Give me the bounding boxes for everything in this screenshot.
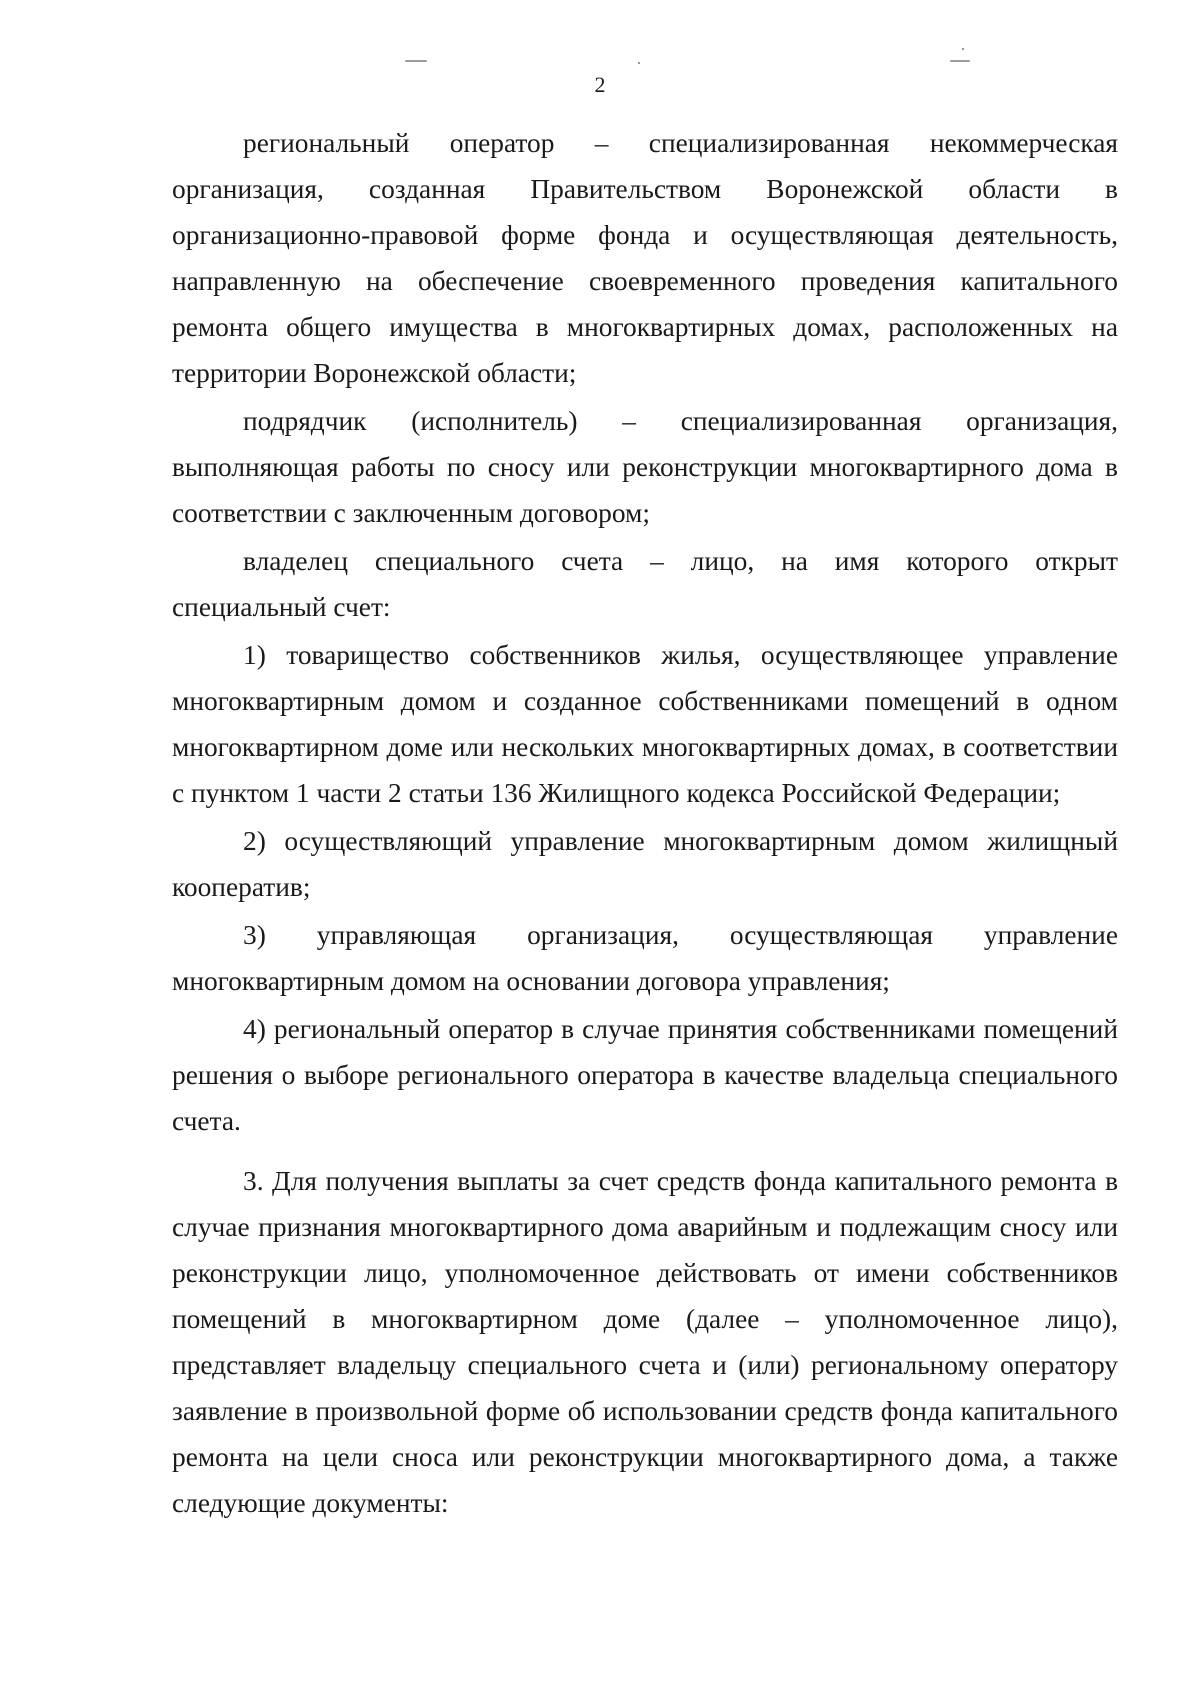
scan-artifact-center bbox=[638, 62, 640, 64]
paragraph-contractor: подрядчик (исполнитель) – специализированная организация, выполняющая работы по сносу или реконструкции многоквартирного дома в соответствии с заключенным договором; bbox=[172, 406, 1118, 528]
scan-artifact-left bbox=[405, 60, 427, 62]
scan-artifact-right bbox=[950, 60, 970, 62]
scan-artifact-right-dot bbox=[962, 48, 964, 50]
paragraph-item-1: 1) товарищество собственников жилья, осуществляющее управление многоквартирным домом и созданное собственниками помещений в одном многоквартирном доме или нескольких многоквартирных домах, в соответствии с пунктом 1 части 2 статьи 136 Жилищного кодекса Российской Федерации; bbox=[172, 640, 1118, 808]
paragraph-item-4: 4) региональный оператор в случае принятия собственниками помещений решения о выборе регионального оператора в качестве владельца специального счета. bbox=[172, 1014, 1118, 1136]
document-body bbox=[172, 120, 1118, 1526]
paragraph-clause-3: 3. Для получения выплаты за счет средств фонда капитального ремонта в случае признания многоквартирного дома аварийным и подлежащим сносу или реконструкции лицо, уполномоченное действовать от имени собственников помещений в многоквартирном доме (далее – уполномоченное лицо), представляет владельцу специального счета и (или) региональному оператору заявление в произвольной форме об использовании средств фонда капитального ремонта на цели сноса или реконструкции многоквартирного дома, а также следующие документы: bbox=[172, 1166, 1118, 1518]
paragraph-regional-operator: региональный оператор – специализированная некоммерческая организация, созданная Правительством Воронежской области в организационно-правовой форме фонда и осуществляющая деятельность, направленную на обеспечение своевременного проведения капитального ремонта общего имущества в многоквартирных домах, расположенных на территории Воронежской области; bbox=[172, 128, 1118, 388]
paragraph-item-2: 2) осуществляющий управление многоквартирным домом жилищный кооператив; bbox=[172, 826, 1118, 902]
page-number: 2 bbox=[594, 72, 606, 97]
paragraph-account-owner: владелец специального счета – лицо, на имя которого открыт специальный счет: bbox=[172, 546, 1118, 622]
paragraph-item-3: 3) управляющая организация, осуществляющая управление многоквартирным домом на основании договора управления; bbox=[172, 920, 1118, 996]
